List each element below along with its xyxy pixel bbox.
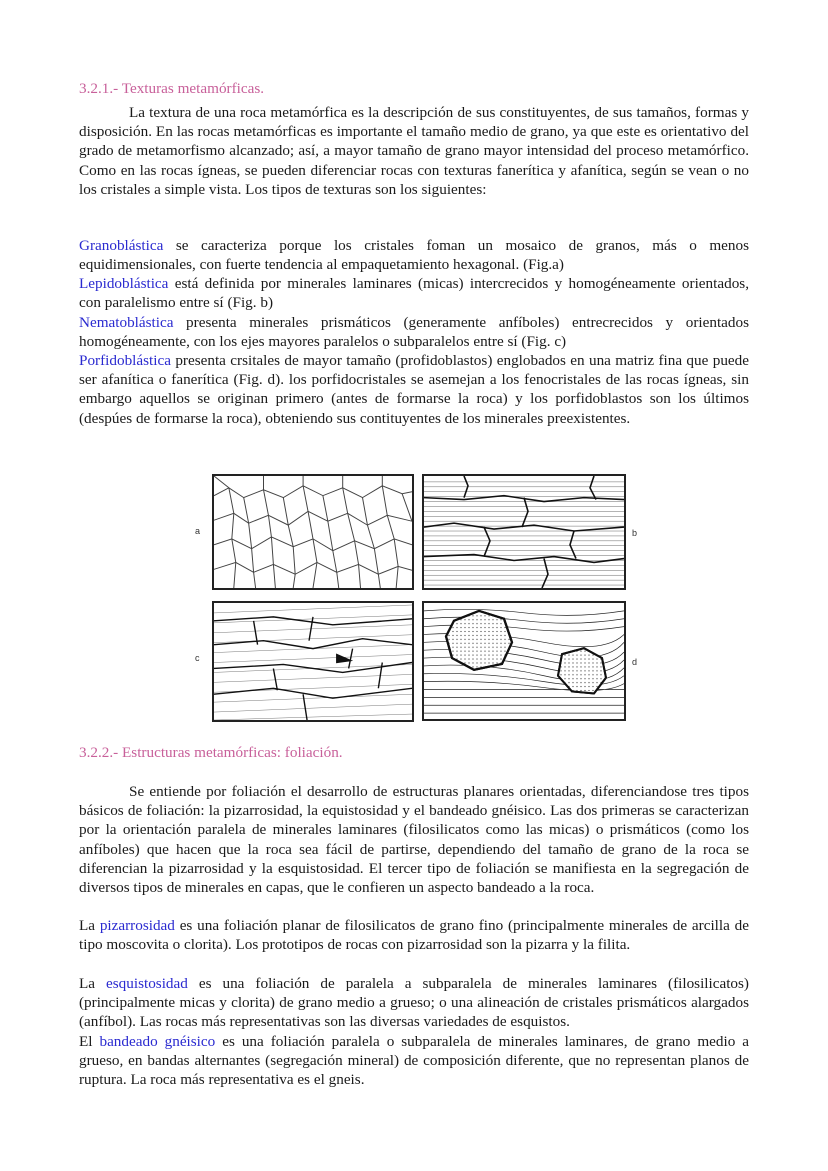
prefix-text: La	[79, 917, 100, 934]
term-granoblastica: Granoblástica	[79, 237, 164, 254]
figure-panel-b	[422, 474, 626, 590]
figure-panel-d	[422, 601, 626, 721]
lepidoblastic-illustration	[424, 476, 624, 588]
nematoblastic-illustration	[214, 603, 412, 720]
prefix-text: El	[79, 1033, 100, 1050]
panel-label-d: d	[632, 657, 638, 667]
definition-text: es una foliación de paralela a subparalela de minerales laminares (filosilicatos) (principalmente micas y clorita) de grano medio a grueso; o una alineación de cristales prismáticos alargados (anfíbol). Las rocas más representativas son las diversas variedades de esquistos.	[79, 975, 749, 1031]
prefix-text: La	[79, 975, 107, 992]
foliation-pizarrosidad	[79, 916, 749, 954]
foliation-esquistosidad	[79, 974, 749, 1032]
panel-label-b: b	[632, 528, 638, 538]
intro-paragraph-foliacion: Se entiende por foliación el desarrollo de estructuras planares orientadas, diferenciandose tres tipos básicos de foliación: la pizarrosidad, la equistosidad y el bandeado gnéisico. Las dos primeras se caracterizan por la orientación paralela de minerales laminares (filosilicatos como las micas) o prismáticos (como los anfíboles) que hacen que la roca sea fácil de partirse, dependiendo del tamaño de grano de la roca se diferencian la pizarrosidad y la esquistosidad. El tercer tipo de foliación se manifiesta en la segregación de diversos tipos de minerales en capas, que le confieren un aspecto bandeado a la roca.	[79, 783, 749, 897]
section-heading-texturas: 3.2.1.- Texturas metamórficas.	[79, 80, 265, 97]
panel-label-a: a	[195, 526, 201, 536]
figure-panel-c	[212, 601, 414, 722]
texture-granoblastica	[79, 236, 749, 274]
definition-text: es una foliación planar de filosilicatos de grano fino (principalmente minerales de arcilla de tipo moscovita o clorita). Los prototipos de rocas con pizarrosidad son la pizarra y la filita.	[79, 917, 749, 954]
term-lepidoblastica: Lepidoblástica	[79, 275, 169, 292]
texture-figure	[189, 470, 649, 725]
definition-text: es una foliación paralela o subparalela de minerales laminares, de grano medio a grueso, en bandas alternantes (segregación mineral) de composición diferente, que no representan planos de ruptura. La roca más representativa es el gneis.	[79, 1033, 749, 1089]
intro-paragraph-texturas: La textura de una roca metamórfica es la descripción de sus constituyentes, de sus tamaños, formas y disposición. En las rocas metamórficas es importante el tamaño medio de grano, ya que este es orientativo del grado de metamorfismo alcanzado; así, a mayor tamaño de grano mayor intensidad del proceso metamórfico. Como en las rocas ígneas, se pueden diferenciar rocas con texturas fanerítica y afanítica, según se vean o no los cristales a simple vista. Los tipos de texturas son los siguientes:	[79, 104, 749, 198]
texture-nematoblastica	[79, 313, 749, 351]
term-bandeado-gneisico: bandeado gnéisico	[99, 1033, 216, 1050]
term-porfidoblastica: Porfidoblástica	[79, 352, 171, 369]
foliation-bandeado-gneisico	[79, 1032, 749, 1090]
porphyroblastic-illustration	[424, 603, 624, 719]
term-nematoblastica: Nematoblástica	[79, 314, 174, 331]
texture-porfidoblastica	[79, 351, 749, 428]
definition-text: presenta crsitales de mayor tamaño (profidoblastos) englobados en una matriz fina que puede ser afanítica o fanerítica (Fig. d). los porfidocristales se asemejan a los fenocristales de las rocas ígneas, sin embargo aquellos se originan primero (antes de formarse la roca) y los porfidoblastos son los últimos (despúes de formarse la roca), obteniendo sus contituyentes de los minerales preexistentes.	[79, 352, 749, 427]
figure-panel-a	[212, 474, 414, 590]
definition-text: se caracteriza porque los cristales foman un mosaico de granos, más o menos equidimensionales, con fuerte tendencia al empaquetamiento hexagonal. (Fig.a)	[79, 237, 749, 274]
panel-label-c: c	[195, 653, 200, 663]
section-heading-estructuras: 3.2.2.- Estructuras metamórficas: foliación.	[79, 744, 343, 761]
texture-lepidoblastica	[79, 274, 749, 312]
term-esquistosidad: esquistosidad	[106, 975, 188, 992]
definition-text: presenta minerales prismáticos (generamente anfíboles) entrecrecidos y orientados homogéneamente, con los ejes mayores paralelos o subparalelos entre sí (Fig. c)	[79, 314, 749, 351]
term-pizarrosidad: pizarrosidad	[99, 917, 175, 934]
definition-text: está definida por minerales laminares (micas) intercrecidos y homogéneamente orientados, con paralelismo entre sí (Fig. b)	[79, 275, 749, 312]
granoblastic-illustration	[214, 476, 412, 588]
